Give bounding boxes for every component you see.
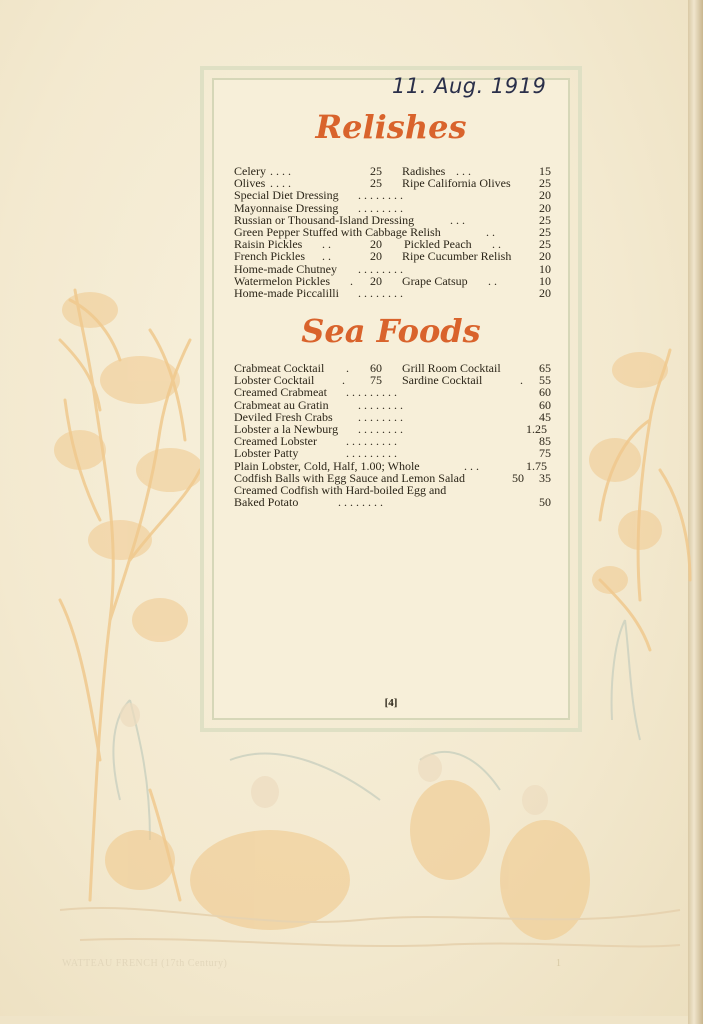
leader-dots: . . . . . . . . — [358, 397, 403, 412]
item-name: Lobster a la Newburg — [234, 421, 339, 436]
menu-item — [234, 386, 552, 398]
sea-foods-list — [234, 362, 552, 508]
page-number: [4] — [384, 697, 398, 709]
menu-item — [234, 250, 552, 262]
sea-foods-heading: Sea Foods — [301, 312, 481, 350]
relishes-heading: Relishes — [315, 108, 467, 146]
leader-dots: . — [346, 361, 349, 375]
leader-dots: . . — [492, 237, 501, 252]
leader-dots: . . . . . . . . — [358, 285, 403, 300]
item-price: 25 — [539, 237, 551, 252]
item-name: Baked Potato — [234, 495, 299, 510]
item-price: 60 — [539, 385, 551, 400]
item-price: 10 — [539, 261, 551, 276]
item-name: Celery — [234, 164, 266, 178]
item-price: 25 — [539, 212, 551, 227]
item-price: 45 — [539, 409, 551, 424]
item-name: Green Pepper Stuffed with Cabbage Relish — [234, 224, 441, 239]
menu-item — [234, 399, 552, 411]
item-name: Codfish Balls with Egg Sauce and Lemon Salad — [234, 470, 465, 485]
item-name: Plain Lobster, Cold, Half, 1.00; Whole — [234, 458, 420, 473]
leader-dots: . . . . . . . . . — [346, 434, 397, 449]
leader-dots: . . . — [464, 458, 479, 473]
item-price: 25 — [370, 176, 382, 191]
leader-dots: . . — [322, 249, 331, 264]
item-name: Lobster Cocktail — [234, 373, 315, 388]
item-price: 60 — [370, 361, 382, 375]
leader-dots: . — [520, 373, 523, 388]
item-name: Grape Catsup — [402, 273, 468, 288]
menu-item — [234, 263, 552, 275]
item-name: French Pickles — [234, 249, 305, 264]
item-name: Grill Room Cocktail — [402, 361, 501, 375]
item-name: Home-made Chutney — [234, 261, 337, 276]
item-price: 60 — [539, 397, 551, 412]
menu-item — [234, 189, 552, 201]
item-name: Radishes — [402, 164, 446, 178]
leader-dots: . . . . . . . . . — [346, 385, 397, 400]
item-name: Watermelon Pickles — [234, 273, 331, 288]
menu-item — [234, 287, 552, 299]
item-price: 25 — [539, 176, 551, 191]
item-price: 35 — [539, 470, 551, 485]
menu-item — [234, 447, 552, 459]
item-price: 50 — [539, 495, 551, 510]
item-price: 75 — [370, 373, 382, 388]
item-price: 20 — [539, 249, 551, 264]
leader-dots: . — [350, 273, 353, 288]
leader-dots: . . . . — [270, 164, 291, 178]
item-price: 25 — [539, 224, 551, 239]
corner-mark: 1 — [556, 958, 561, 969]
leader-dots: . . — [488, 273, 497, 288]
leader-dots: . . — [486, 224, 495, 239]
item-price: 20 — [539, 200, 551, 215]
item-price: 20 — [539, 285, 551, 300]
item-name: Crabmeat au Gratin — [234, 397, 329, 412]
leader-dots: . . — [322, 237, 331, 252]
item-price: 1.25 — [526, 421, 547, 436]
leader-dots: . . . . . . . . — [358, 188, 403, 203]
menu-item — [234, 460, 552, 472]
item-price: 55 — [539, 373, 551, 388]
leader-dots: . . . . . . . . — [358, 409, 403, 424]
item-name: Creamed Crabmeat — [234, 385, 327, 400]
item-name: Lobster Patty — [234, 446, 299, 461]
item-price: 20 — [370, 249, 382, 264]
item-price: 1.75 — [526, 458, 547, 473]
item-name: Creamed Lobster — [234, 434, 317, 449]
leader-dots: . — [342, 373, 345, 388]
item-price: 10 — [539, 273, 551, 288]
illustration-caption: WATTEAU FRENCH (17th Century) — [62, 958, 228, 969]
item-name: Ripe California Olives — [402, 176, 511, 191]
item-price: 65 — [539, 361, 551, 375]
leader-dots: . . . . . . . . — [358, 200, 403, 215]
item-name: Mayonnaise Dressing — [234, 200, 339, 215]
item-price: 15 — [539, 164, 551, 178]
item-name: Home-made Piccalilli — [234, 285, 339, 300]
item-price: 75 — [539, 446, 551, 461]
leader-dots: . . . . . . . . — [358, 421, 403, 436]
item-name: Crabmeat Cocktail — [234, 361, 325, 375]
leader-dots: . . . . — [270, 176, 291, 191]
item-name: Olives — [234, 176, 266, 191]
item-name: Pickled Peach — [404, 237, 472, 252]
relishes-list — [234, 165, 552, 299]
handwritten-date: 11. Aug. 1919 — [392, 74, 547, 98]
leader-dots: . . . — [456, 164, 471, 178]
item-price: 20 — [370, 273, 382, 288]
item-name: Deviled Fresh Crabs — [234, 409, 333, 424]
leader-dots: . . . . . . . . . — [346, 446, 397, 461]
item-name: Russian or Thousand-Island Dressing — [234, 212, 415, 227]
item-price: 20 — [539, 188, 551, 203]
item-name: Ripe Cucumber Relish — [402, 249, 512, 264]
item-price: 85 — [539, 434, 551, 449]
item-name: Special Diet Dressing — [234, 188, 339, 203]
item-price: 25 — [370, 164, 382, 178]
leader-dots: . . . — [450, 212, 465, 227]
item-name: Creamed Codfish with Hard-boiled Egg and — [234, 482, 447, 497]
item-name: Raisin Pickles — [234, 237, 303, 252]
menu-item — [234, 496, 552, 508]
menu-item — [234, 202, 552, 214]
item-price: 20 — [370, 237, 382, 252]
leader-dots: . . . . . . . . — [338, 495, 383, 510]
item-price: 50 — [512, 470, 524, 485]
leader-dots: . . . . . . . . — [358, 261, 403, 276]
item-name: Sardine Cocktail — [402, 373, 483, 388]
